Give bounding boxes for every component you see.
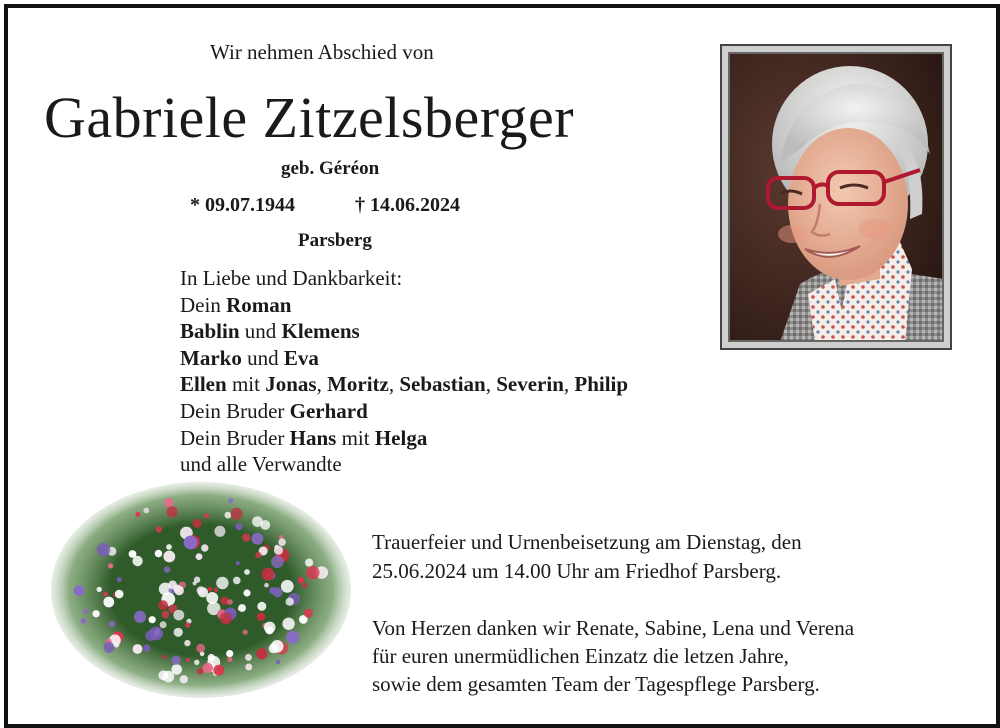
flower-bloom — [228, 498, 233, 503]
thanks-line: für euren unermüdlichen Einzatz die letzen Jahre, — [372, 644, 789, 668]
flower-bloom — [216, 577, 228, 589]
mourner-name: Roman — [226, 292, 292, 317]
flower-bloom — [214, 588, 218, 592]
place-name: Parsberg — [298, 230, 372, 251]
flower-bloom — [166, 506, 177, 517]
flower-bloom — [271, 556, 284, 569]
flower-bloom — [278, 538, 286, 546]
flower-bloom — [184, 536, 198, 550]
flower-bloom — [197, 586, 206, 595]
mourner-text: In Liebe und Dankbarkeit: — [180, 266, 403, 290]
flower-bloom — [166, 544, 172, 550]
mourner-text: , — [316, 372, 328, 397]
flower-bloom — [227, 657, 232, 662]
flower-bloom — [244, 569, 250, 575]
flower-bloom — [276, 660, 281, 665]
flower-bloom — [184, 640, 190, 646]
mourner-text: und — [239, 319, 282, 344]
flower-bloom — [227, 599, 233, 605]
flower-bloom — [132, 556, 142, 566]
flower-bloom — [213, 665, 224, 676]
flower-bloom — [257, 613, 265, 621]
flower-bloom — [108, 563, 113, 568]
mourner-line — [180, 265, 628, 292]
mourner-name: Jonas — [265, 372, 317, 397]
flower-bloom — [192, 519, 201, 528]
mourner-name: Philip — [574, 372, 629, 397]
flower-bloom — [115, 590, 124, 599]
mourner-line — [180, 425, 628, 452]
thanks-text — [372, 614, 854, 698]
mourner-text: Dein Bruder — [180, 425, 290, 450]
flower-bloom — [133, 644, 143, 654]
flower-bloom — [282, 618, 294, 630]
flower-bloom — [243, 630, 248, 635]
flower-bloom — [264, 583, 269, 588]
funeral-line: 25.06.2024 um 14.00 Uhr am Friedhof Parsberg. — [372, 559, 782, 583]
thanks-line: sowie dem gesamten Team der Tagespflege Parsberg. — [372, 672, 820, 696]
mourner-name: Bablin — [180, 319, 240, 344]
flower-bloom — [174, 628, 183, 637]
mourner-line — [180, 345, 628, 372]
flower-bloom — [302, 583, 308, 589]
flower-bloom — [156, 526, 162, 532]
flower-bloom — [269, 644, 279, 654]
flower-bloom — [201, 544, 208, 551]
flower-bouquet — [36, 470, 356, 710]
flower-bloom — [196, 553, 203, 560]
mourner-name: Gerhard — [289, 398, 368, 423]
flower-bloom — [304, 609, 313, 618]
thanks-line: Von Herzen danken wir Renate, Sabine, Lena und Verena — [372, 616, 855, 640]
flower-bloom — [281, 580, 294, 593]
death-date: † 14.06.2024 — [355, 194, 460, 216]
mourner-text: und — [241, 345, 284, 370]
flower-bloom — [194, 660, 199, 665]
portrait-frame — [720, 44, 952, 350]
flower-bloom — [204, 513, 209, 518]
flower-bloom — [103, 597, 114, 608]
flower-bloom — [200, 652, 205, 657]
flower-bloom — [203, 663, 213, 673]
mourner-line — [180, 371, 628, 398]
flower-bloom — [196, 644, 205, 653]
flower-bloom — [174, 586, 184, 596]
flower-bloom — [226, 650, 233, 657]
flower-bloom — [103, 592, 108, 597]
mourner-line — [180, 292, 628, 319]
flower-bloom — [155, 550, 163, 558]
flower-bloom — [262, 568, 275, 581]
flower-bloom — [134, 611, 146, 623]
mourner-name: Klemens — [281, 319, 360, 344]
flower-bloom — [143, 645, 150, 652]
flower-bloom — [163, 671, 175, 683]
flower-bloom — [274, 546, 283, 555]
flower-bloom — [243, 589, 250, 596]
mourner-name: Severin — [496, 372, 564, 397]
birth-date: * 09.07.1944 — [190, 194, 295, 216]
flower-bloom — [206, 592, 218, 604]
mourner-name: Hans — [289, 425, 337, 450]
flower-bloom — [163, 551, 175, 563]
mourner-text: mit — [336, 425, 375, 450]
flower-bloom — [83, 609, 88, 614]
flower-bloom — [185, 622, 190, 627]
funeral-info — [372, 528, 802, 586]
flower-bloom — [214, 526, 225, 537]
mourner-name: Helga — [374, 425, 428, 450]
flower-bloom — [269, 587, 276, 594]
mourner-name: Ellen — [180, 372, 227, 397]
mourner-text: , — [388, 372, 400, 397]
flower-bloom — [305, 559, 313, 567]
flower-bloom — [255, 552, 261, 558]
mourner-text: , — [485, 372, 497, 397]
flower-bloom — [145, 631, 156, 642]
flower-bloom — [173, 610, 184, 621]
flower-bloom — [245, 654, 252, 661]
mourner-text: Dein — [180, 292, 227, 317]
mourner-text: , — [563, 372, 575, 397]
mourner-text: Dein Bruder — [180, 398, 290, 423]
flower-bloom — [286, 631, 299, 644]
flower-bloom — [242, 533, 250, 541]
flower-bloom — [74, 585, 85, 596]
portrait-photo — [728, 52, 944, 342]
flower-bloom — [257, 602, 266, 611]
flower-bloom — [162, 611, 170, 619]
mourner-name: Sebastian — [399, 372, 486, 397]
flower-bloom — [180, 675, 188, 683]
flower-bloom — [160, 621, 167, 628]
flower-bloom — [149, 616, 156, 623]
flower-bloom — [164, 566, 171, 573]
mourners-list — [180, 265, 628, 478]
maiden-name: geb. Géréon — [281, 158, 380, 179]
flower-bloom — [135, 512, 140, 517]
flower-bloom — [245, 664, 252, 671]
mourner-line — [180, 318, 628, 345]
flower-bloom — [256, 648, 267, 659]
flower-bloom — [117, 577, 122, 582]
funeral-line: Trauerfeier und Urnenbeisetzung am Dienstag, den — [372, 530, 802, 554]
deceased-name: Gabriele Zitzelsberger — [44, 85, 575, 150]
flower-bloom — [298, 577, 304, 583]
intro-text: Wir nehmen Abschied von — [210, 40, 434, 64]
flower-bloom — [162, 655, 167, 660]
flower-bloom — [171, 656, 180, 665]
flower-bloom — [286, 598, 294, 606]
flower-bloom — [306, 566, 319, 579]
flower-bloom — [197, 668, 204, 675]
mourner-name: Marko — [180, 345, 242, 370]
flower-bloom — [114, 642, 120, 648]
flower-bloom — [236, 523, 243, 530]
mourner-name: Eva — [283, 345, 319, 370]
flower-bloom — [236, 561, 240, 565]
flower-bloom — [231, 508, 243, 520]
mourner-text: mit — [226, 372, 266, 397]
mourner-line — [180, 398, 628, 425]
flower-bloom — [158, 600, 168, 610]
flower-bloom — [193, 581, 197, 585]
flower-bloom — [104, 642, 115, 653]
flower-bloom — [251, 533, 263, 545]
flower-bloom — [220, 612, 232, 624]
flower-bloom — [186, 658, 190, 662]
flower-bloom — [208, 587, 213, 592]
flower-bloom — [97, 543, 111, 557]
flower-bloom — [143, 508, 149, 514]
flower-bloom — [97, 587, 102, 592]
flower-bloom — [92, 610, 99, 617]
flower-bloom — [238, 607, 242, 611]
flower-bloom — [81, 618, 87, 624]
flower-bloom — [252, 516, 263, 527]
flower-bloom — [233, 577, 241, 585]
mourner-text: und alle Verwandte — [180, 452, 342, 477]
mourner-name: Moritz — [327, 372, 389, 397]
flower-bloom — [109, 621, 116, 628]
flower-bloom — [225, 512, 232, 519]
flower-bloom — [264, 622, 276, 634]
